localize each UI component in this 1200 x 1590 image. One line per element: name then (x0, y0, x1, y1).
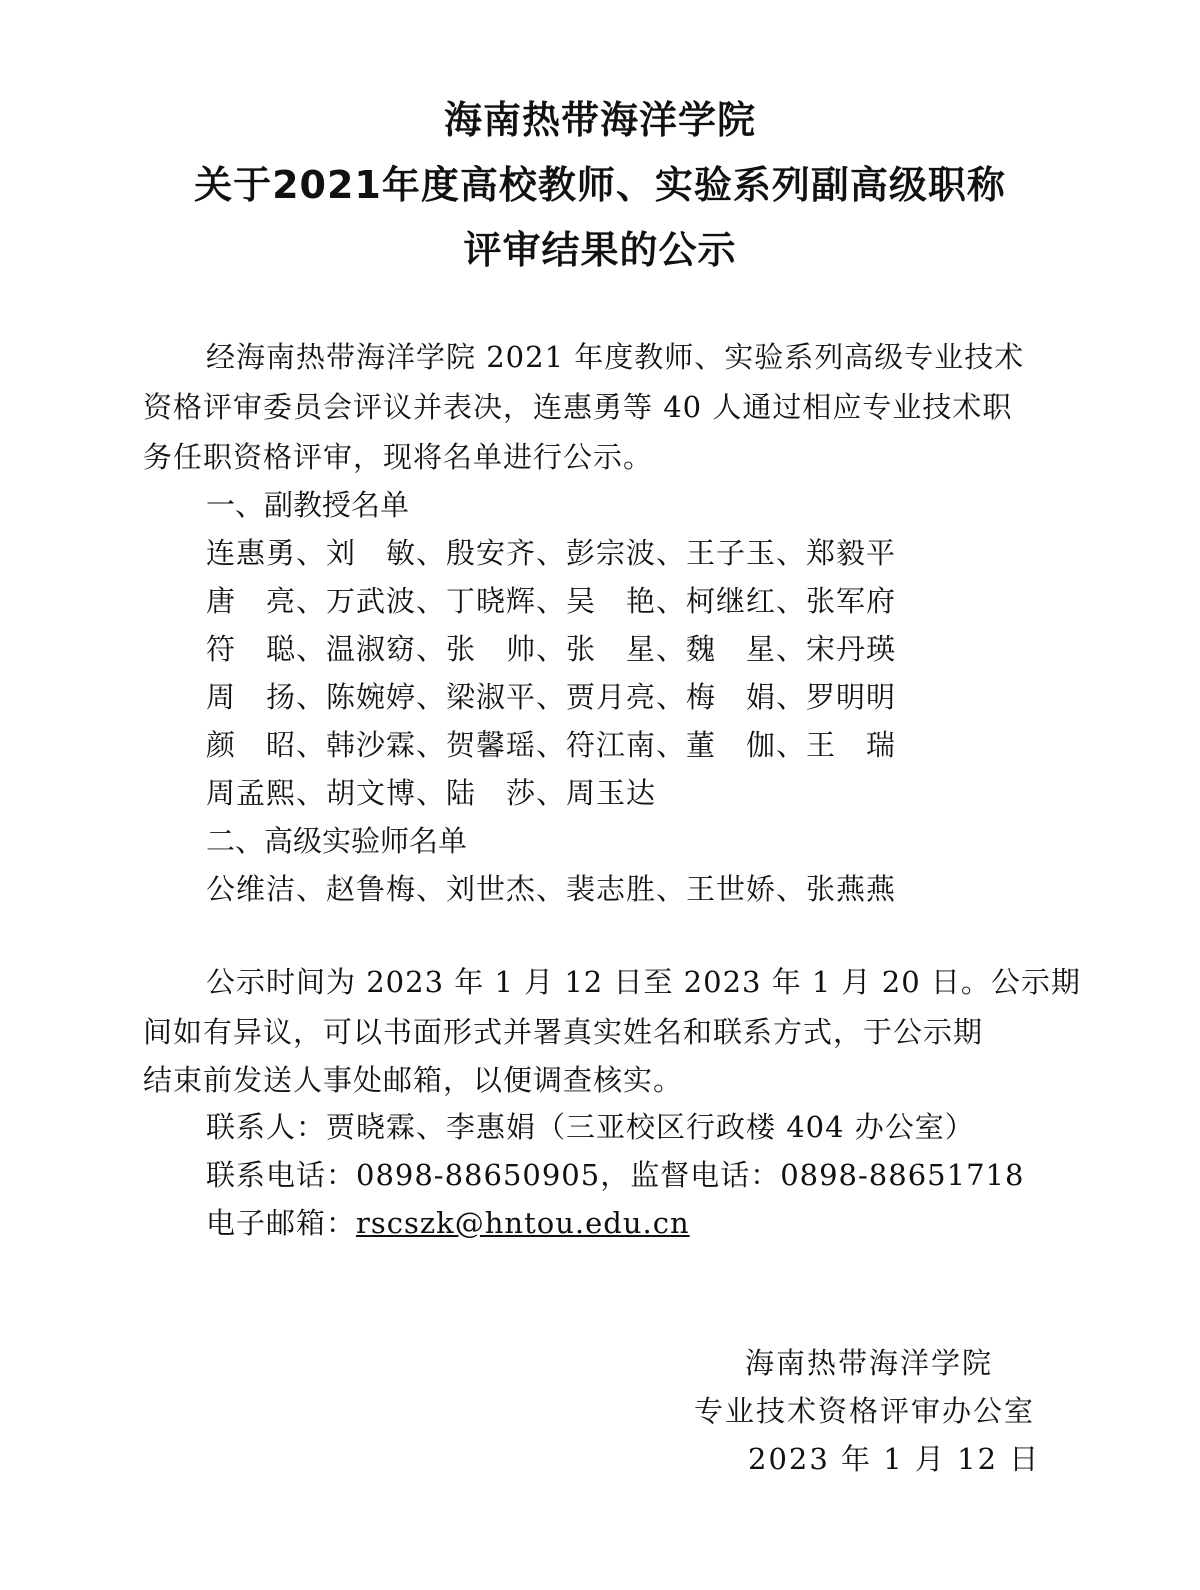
signature-organization: 海南热带海洋学院 (745, 1346, 994, 1380)
section-heading-senior-experimentalists: 二、高级实验师名单 (206, 824, 468, 858)
name-list-row: 连惠勇、刘 敏、殷安齐、彭宗波、王子玉、郑毅平 (206, 536, 897, 570)
name-list-row: 公维洁、赵鲁梅、刘世杰、裴志胜、王世娇、张燕燕 (206, 872, 897, 906)
email-label: 电子邮箱： (206, 1206, 357, 1240)
notice-line-3: 结束前发送人事处邮箱，以便调查核实。 (143, 1063, 684, 1097)
intro-line-2: 资格评审委员会评议并表决，连惠勇等 40 人通过相应专业技术职 (143, 390, 1013, 424)
name-list-row: 符 聪、温淑窈、张 帅、张 星、魏 星、宋丹瑛 (206, 632, 897, 666)
name-list-row: 颜 昭、韩沙霖、贺馨瑶、符江南、董 伽、王 瑞 (206, 728, 897, 762)
title-line-1: 海南热带海洋学院 (443, 98, 756, 142)
title-line-2: 关于2021年度高校教师、实验系列副高级职称 (194, 163, 1006, 207)
name-list-row: 周 扬、陈婉婷、梁淑平、贾月亮、梅 娟、罗明明 (206, 680, 897, 714)
name-list-row: 周孟熙、胡文博、陆 莎、周玉达 (206, 776, 657, 810)
email-link[interactable]: rscszk@hntou.edu.cn (356, 1206, 690, 1240)
contact-email-line (206, 1203, 690, 1243)
signature-date: 2023 年 1 月 12 日 (748, 1442, 1041, 1476)
notice-line-2: 间如有异议，可以书面形式并署真实姓名和联系方式，于公示期 (143, 1015, 984, 1049)
title-line-3: 评审结果的公示 (463, 228, 737, 272)
signature-office: 专业技术资格评审办公室 (694, 1394, 1036, 1428)
name-list-row: 唐 亮、万武波、丁晓辉、吴 艳、柯继红、张军府 (206, 584, 897, 618)
notice-line-1: 公示时间为 2023 年 1 月 12 日至 2023 年 1 月 20 日。公示期 (206, 965, 1081, 999)
contact-phone: 联系电话：0898-88650905，监督电话：0898-88651718 (206, 1158, 1025, 1192)
section-heading-associate-professors: 一、副教授名单 (206, 488, 410, 522)
contact-person: 联系人：贾晓霖、李惠娟（三亚校区行政楼 404 办公室） (206, 1110, 975, 1144)
intro-line-1: 经海南热带海洋学院 2021 年度教师、实验系列高级专业技术 (206, 340, 1025, 374)
intro-line-3: 务任职资格评审，现将名单进行公示。 (143, 440, 654, 474)
